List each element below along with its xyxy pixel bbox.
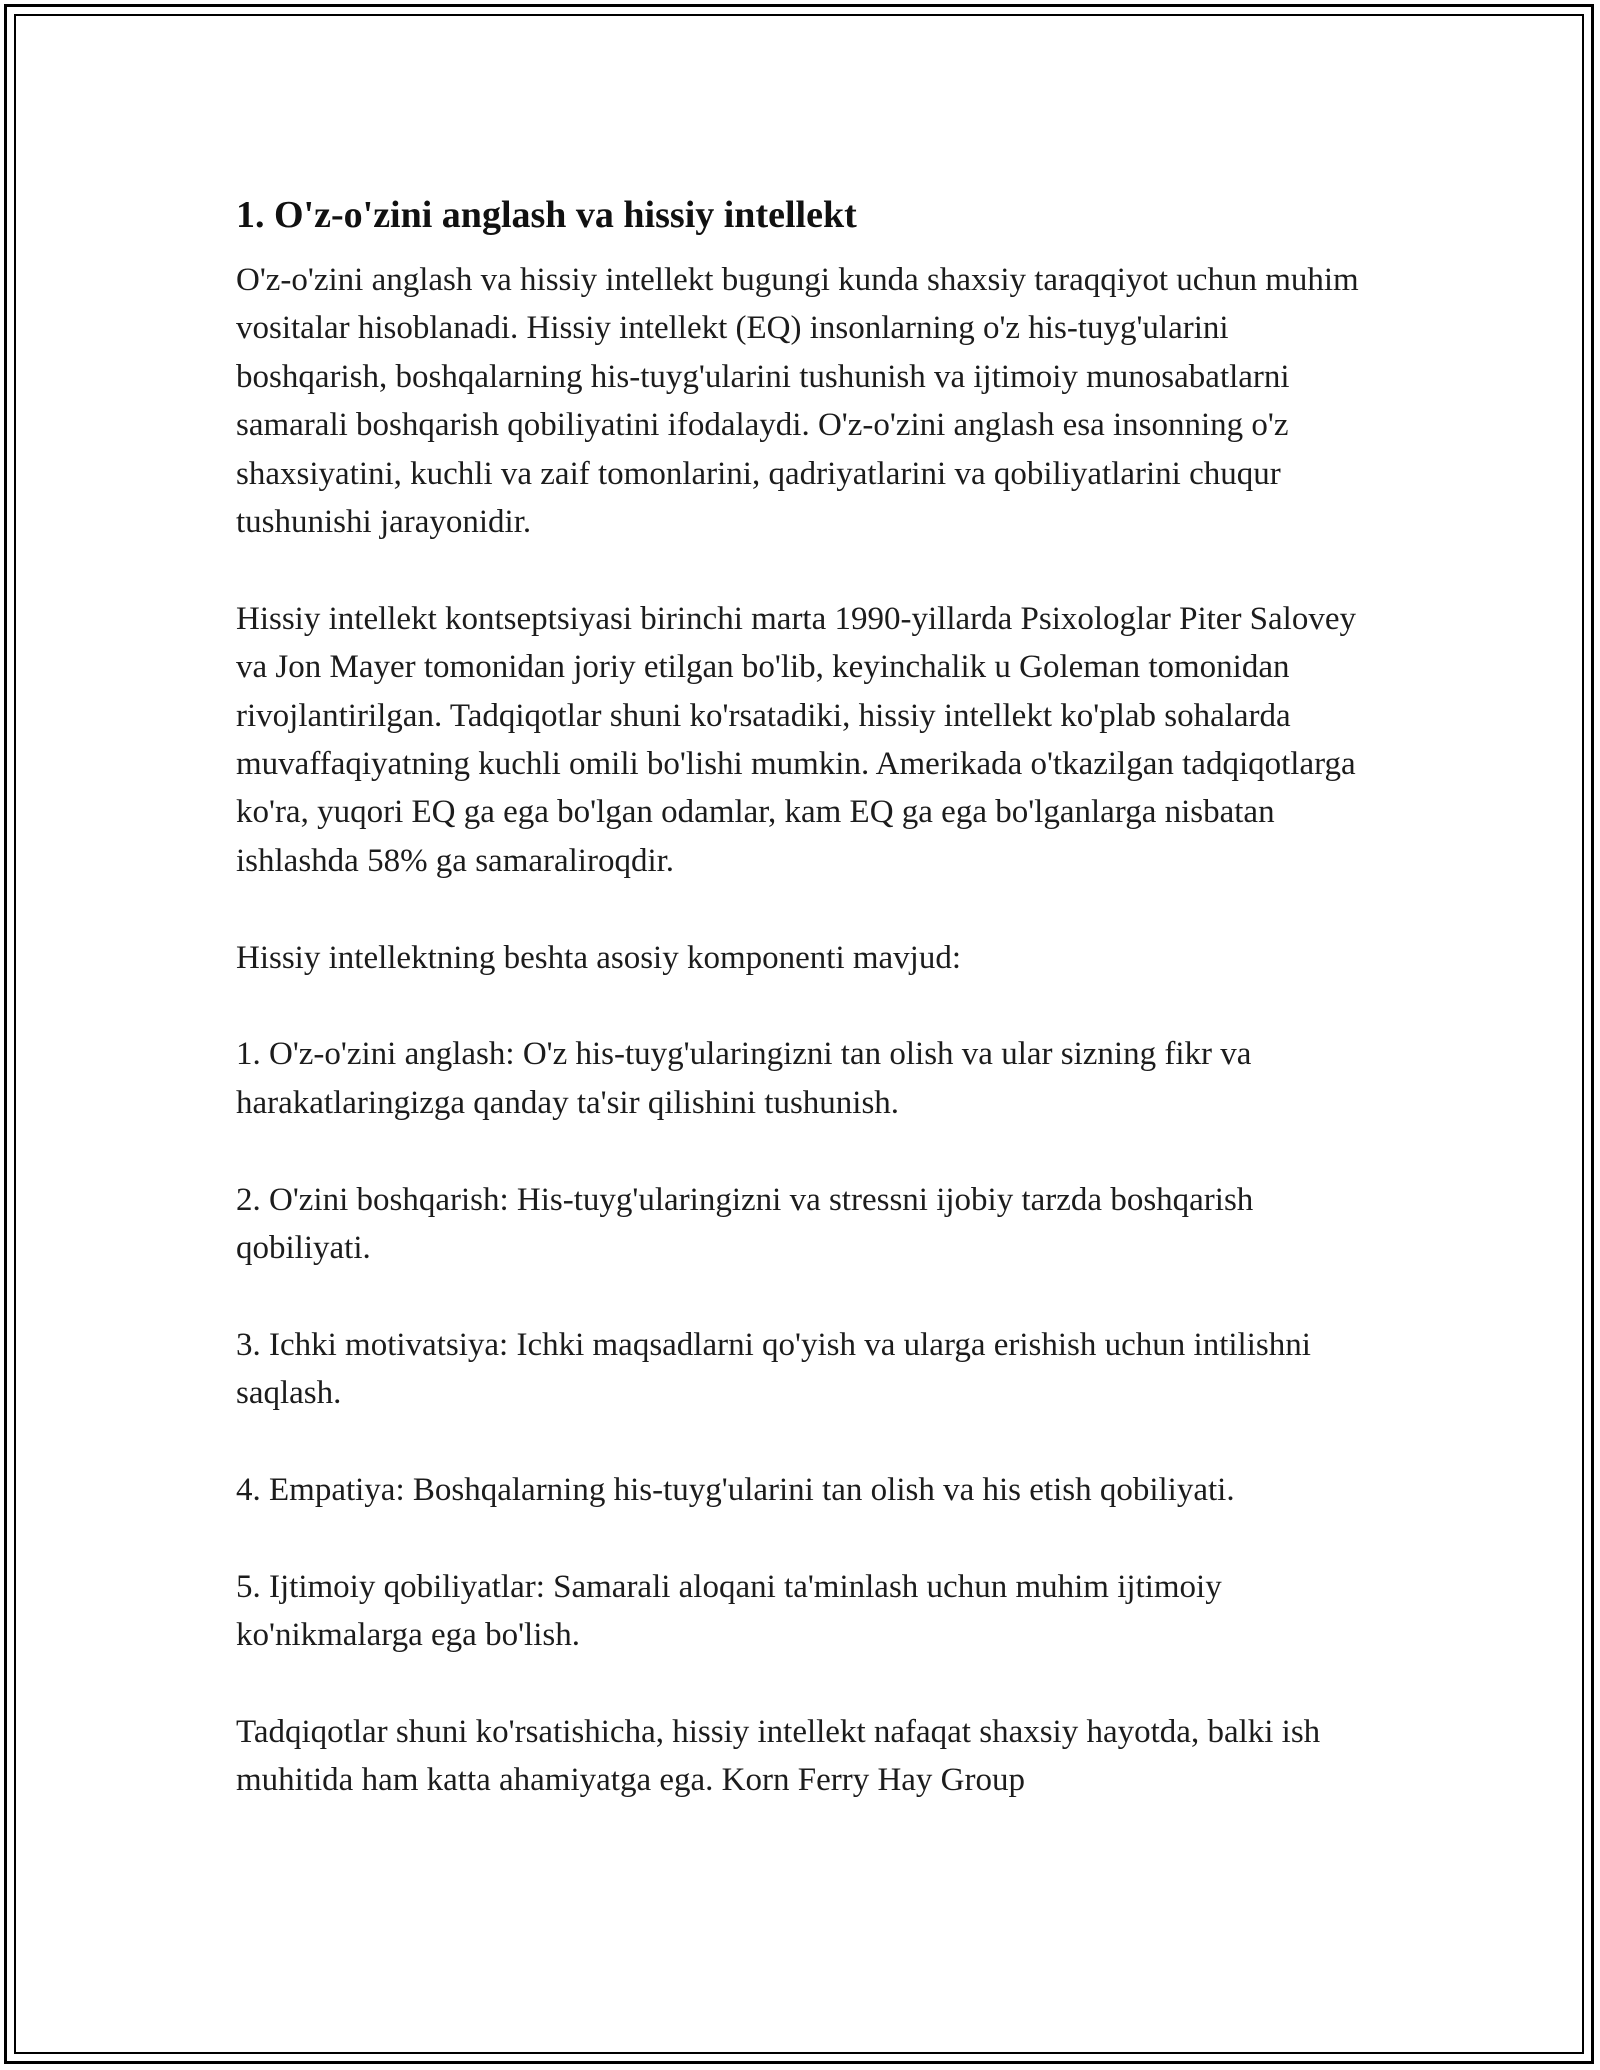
section-heading: 1. O'z-o'zini anglash va hissiy intellekt — [236, 194, 857, 236]
paragraph-conclusion: Tadqiqotlar shuni ko'rsatishicha, hissiy intellekt nafaqat shaxsiy hayotda, balki ish muhitida ham katta ahamiyatga ega. Korn Ferry Hay Group — [236, 1714, 1321, 1799]
list-item-motivation: 3. Ichki motivatsiya: Ichki maqsadlarni qo'yish va ularga erishish uchun intilishni saqlash. — [236, 1326, 1311, 1412]
paragraph-components-intro: Hissiy intellektning beshta asosiy komponenti mavjud: — [236, 939, 962, 976]
list-item-self-regulation: 2. O'zini boshqarish: His-tuyg'ularingizni va stressni ijobiy tarzda boshqarish qobiliyati. — [236, 1181, 1254, 1267]
list-item-social-skills: 5. Ijtimoiy qobiliyatlar: Samarali aloqani ta'minlash uchun muhim ijtimoiy ko'nikmalarga ega bo'lish. — [236, 1568, 1222, 1654]
document-body — [236, 186, 1376, 1853]
list-item-self-awareness: 1. O'z-o'zini anglash: O'z his-tuyg'ularingizni tan olish va ular sizning fikr va harakatlaringizga qanday ta'sir qilishini tushunish. — [236, 1036, 1252, 1121]
paragraph-history: Hissiy intellekt kontseptsiyasi birinchi marta 1990-yillarda Psixologlar Piter Salovey va Jon Mayer tomonidan joriy etilgan bo'lib, keyinchalik u Goleman tomonidan rivojlantirilgan. Tadqiqotlar shuni ko'rsatadiki, hissiy intellekt ko'plab sohalarda muvaffaqiyatning kuchli omili bo'lishi mumkin. Amerikada o'tkazilgan tadqiqotlarga ko'ra, yuqori EQ ga ega bo'lgan odamlar, kam EQ ga ega bo'lganlarga nisbatan ishlashda 58% ga samaraliroqdir. — [236, 600, 1357, 879]
paragraph-intro: O'z-o'zini anglash va hissiy intellekt bugungi kunda shaxsiy taraqqiyot uchun muhim vositalar hisoblanadi. Hissiy intellekt (EQ) insonlarning o'z his-tuyg'ularini boshqarish, boshqalarning his-tuyg'ularini tushunish va ijtimoiy munosabatlarni samarali boshqarish qobiliyatini ifodalaydi. O'z-o'zini anglash esa insonning o'z shaxsiyatini, kuchli va zaif tomonlarini, qadriyatlarini va qobiliyatlarini chuqur tushunishi jarayonidir. — [236, 262, 1359, 541]
list-item-empathy: 4. Empatiya: Boshqalarning his-tuyg'ularini tan olish va his etish qobiliyati. — [236, 1472, 1235, 1509]
